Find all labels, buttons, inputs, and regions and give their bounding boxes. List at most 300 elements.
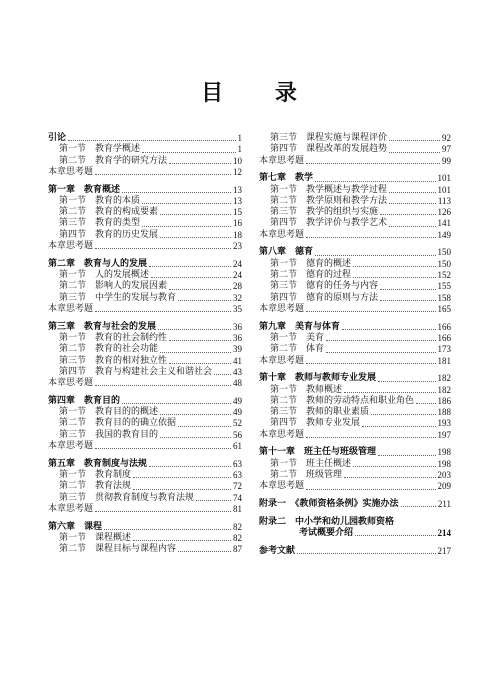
leader-dots	[380, 214, 435, 215]
leader-dots	[326, 352, 435, 353]
toc-chapter-row	[259, 373, 451, 384]
page-number: 1	[237, 144, 242, 155]
toc-summary-row	[259, 356, 451, 367]
section-number: 第四节	[270, 144, 298, 155]
page-number: 43	[233, 366, 242, 377]
toc-summary-row	[48, 378, 242, 389]
toc-section-row	[259, 385, 451, 396]
page-number: 36	[233, 321, 242, 332]
section-number: 第三节	[270, 407, 298, 418]
page-number: 141	[437, 218, 451, 229]
toc-entry-label: 第九章 美育与体育	[259, 321, 341, 332]
page-number: 87	[233, 544, 242, 555]
section-number: 第一节	[59, 144, 87, 155]
leader-dots	[95, 511, 231, 512]
section-number: 第一节	[270, 384, 298, 395]
leader-dots	[297, 553, 435, 554]
leader-dots	[315, 255, 435, 256]
section-title: 教育的构成要素	[95, 207, 159, 218]
toc-summary-row	[48, 167, 242, 178]
section-title: 教学概述与教学过程	[306, 184, 388, 195]
leader-dots	[196, 500, 231, 501]
page-number: 101	[437, 184, 451, 195]
toc-entry-label	[59, 218, 140, 229]
leader-dots	[378, 381, 435, 382]
toc-section-row	[259, 270, 451, 281]
toc-section-row	[259, 259, 451, 270]
toc-entry-label: 本章思考题	[259, 481, 305, 492]
toc-entry-label	[59, 481, 131, 492]
toc-section-row	[48, 144, 242, 155]
toc-entry-label	[270, 196, 387, 207]
section-number: 第二节	[59, 281, 87, 292]
page-number: 198	[437, 458, 451, 469]
leader-dots	[142, 152, 235, 153]
toc-entry-label: 第六章 课程	[48, 521, 103, 532]
section-title: 教育的类型	[95, 218, 141, 229]
section-title: 课程改革的发展趋势	[306, 144, 388, 155]
toc-chapter-row	[259, 322, 451, 333]
leader-dots	[68, 140, 235, 141]
page-number: 198	[437, 447, 451, 458]
toc-entry-label	[59, 230, 158, 241]
leader-dots	[160, 352, 231, 353]
toc-entry-label: 本章思考题	[259, 155, 305, 166]
toc-section-row	[259, 344, 451, 355]
toc-entry-label: 本章思考题	[48, 378, 94, 389]
section-title: 班级管理	[306, 469, 343, 480]
page-number: 193	[437, 418, 451, 429]
leader-dots	[160, 437, 231, 438]
page-number: 72	[233, 481, 242, 492]
toc-entry-label	[270, 185, 387, 196]
page-number: 24	[233, 258, 242, 269]
leader-dots	[104, 529, 231, 530]
toc-entry-label	[59, 281, 167, 292]
leader-dots	[95, 385, 231, 386]
section-title: 美育	[306, 332, 325, 343]
section-number: 第二节	[270, 469, 298, 480]
leader-dots	[95, 311, 231, 312]
leader-dots	[401, 506, 436, 507]
section-title: 教学原则和教学方法	[306, 195, 388, 206]
toc-entry-label	[59, 544, 176, 555]
section-number: 第一节	[59, 407, 87, 418]
toc-section-row	[48, 218, 242, 229]
section-number: 第一节	[59, 469, 87, 480]
section-title: 德育的原则与方法	[306, 292, 379, 303]
toc-section-row	[48, 207, 242, 218]
section-number: 第四节	[270, 292, 298, 303]
section-title: 德育的任务与内容	[306, 281, 379, 292]
toc-entry-label	[59, 470, 131, 481]
page-number: 173	[437, 344, 451, 355]
toc-entry-label	[270, 470, 342, 481]
leader-dots	[306, 437, 435, 438]
section-title: 体育	[306, 344, 325, 355]
section-title: 影响人的发展因素	[95, 281, 168, 292]
leader-dots	[353, 277, 435, 278]
toc-section-row	[48, 481, 242, 492]
toc-section-row	[259, 218, 451, 229]
section-number: 第一节	[59, 195, 87, 206]
toc-chapter-row	[259, 173, 451, 184]
section-title: 教育学的研究方法	[95, 155, 168, 166]
toc-section-row	[48, 470, 242, 481]
toc-entry-label	[270, 270, 351, 281]
toc-entry-label	[59, 367, 212, 378]
section-title: 教学的组织与实施	[306, 207, 379, 218]
toc-entry-label: 本章思考题	[48, 503, 94, 514]
toc-entry-label: 本章思考题	[48, 241, 94, 252]
toc-section-row	[48, 367, 242, 378]
page-number: 182	[437, 373, 451, 384]
toc-entry-label: 第七章 教学	[259, 173, 314, 184]
toc-summary-row	[259, 156, 451, 167]
toc-entry-label	[59, 333, 167, 344]
page-number: 155	[437, 281, 451, 292]
leader-dots	[315, 181, 435, 182]
toc-chapter-row	[259, 447, 451, 458]
leader-dots	[149, 266, 231, 267]
section-number: 第二节	[270, 195, 298, 206]
section-number: 第一节	[270, 332, 298, 343]
page-number: 188	[437, 407, 451, 418]
toc-entry-label	[59, 344, 158, 355]
section-title: 教育与构建社会主义和谐社会	[95, 366, 213, 377]
page-number: 52	[233, 418, 242, 429]
toc-entry-label: 本章思考题	[259, 429, 305, 440]
page-number: 1	[237, 133, 242, 143]
page-number: 35	[233, 303, 242, 314]
page-number: 82	[233, 532, 242, 543]
leader-dots	[306, 311, 435, 312]
page-number: 165	[437, 303, 451, 314]
page-number: 209	[437, 481, 451, 492]
toc-entry-label	[270, 396, 414, 407]
page-number: 149	[437, 229, 451, 240]
toc-summary-row	[48, 304, 242, 315]
leader-dots	[122, 403, 231, 404]
leader-dots	[158, 329, 231, 330]
page-number: 13	[233, 195, 242, 206]
toc-chapter-row	[48, 185, 242, 196]
section-title: 课程概述	[95, 532, 132, 543]
section-number: 第三节	[59, 292, 87, 303]
toc-section-row	[48, 533, 242, 544]
toc-section-row	[48, 418, 242, 429]
toc-entry-label	[59, 293, 176, 304]
toc-entry-label	[270, 333, 324, 344]
toc-summary-row	[259, 430, 451, 441]
toc-entry-label	[59, 418, 176, 429]
page-number: 152	[437, 270, 451, 281]
leader-dots	[95, 174, 231, 175]
toc-entry-label: 第十章 教师与教师专业发展	[259, 373, 377, 384]
toc-chapter-row	[259, 247, 451, 258]
leader-dots	[326, 340, 435, 341]
toc-section-row	[259, 133, 451, 144]
leader-dots	[95, 248, 231, 249]
toc-entry-label	[59, 207, 158, 218]
toc-entry-label: 第一章 教育概述	[48, 184, 121, 195]
section-number: 第二节	[59, 544, 87, 555]
leader-dots	[95, 448, 231, 449]
section-number: 第二节	[270, 344, 298, 355]
toc-entry-label: 附录一 《教师资格条例》实施办法	[259, 498, 399, 509]
section-title: 德育的过程	[306, 270, 352, 281]
section-title: 教育的社会制约性	[95, 332, 168, 343]
leader-dots	[133, 477, 231, 478]
leader-dots	[306, 363, 435, 364]
page-number: 92	[442, 133, 451, 143]
page-number: 113	[437, 195, 451, 206]
leader-dots	[169, 289, 231, 290]
toc-entry-label	[59, 270, 149, 281]
toc-entry-label: 第二章 教育与人的发展	[48, 258, 148, 269]
toc-section-row	[259, 396, 451, 407]
section-number: 第二节	[59, 207, 87, 218]
section-number: 第二节	[59, 155, 87, 166]
leader-dots	[169, 163, 231, 164]
page-number: 82	[233, 521, 242, 532]
toc-subline-row	[259, 528, 451, 539]
toc-entry-label	[270, 344, 324, 355]
page-number: 32	[233, 292, 242, 303]
leader-dots	[160, 414, 231, 415]
leader-dots	[160, 237, 231, 238]
page-number: 39	[233, 344, 242, 355]
toc-entry-label	[270, 207, 378, 218]
leader-dots	[353, 266, 435, 267]
section-number: 第二节	[270, 395, 298, 406]
leader-dots	[169, 363, 231, 364]
toc-right-column	[259, 133, 451, 557]
section-number: 第三节	[59, 218, 87, 229]
toc-entry-label: 本章思考题	[48, 440, 94, 451]
leader-dots	[371, 414, 435, 415]
section-title: 中学生的发展与教育	[95, 292, 177, 303]
page-number: 18	[233, 229, 242, 240]
section-title: 教育法规	[95, 481, 132, 492]
toc-summary-row	[48, 504, 242, 515]
page-number: 197	[437, 429, 451, 440]
toc-section-row	[259, 293, 451, 304]
leader-dots	[344, 477, 435, 478]
toc-entry-label	[59, 493, 194, 504]
toc-entry-label	[270, 281, 378, 292]
leader-dots	[214, 374, 231, 375]
toc-section-row	[259, 144, 451, 155]
toc-entry-label	[59, 430, 158, 441]
section-number: 第三节	[59, 429, 87, 440]
toc-entry-label	[270, 385, 342, 396]
page-number: 126	[437, 207, 451, 218]
toc-entry-label	[59, 533, 131, 544]
section-title: 教师概述	[306, 384, 343, 395]
toc-entry-label	[59, 156, 167, 167]
toc-section-row	[48, 333, 242, 344]
section-title: 教育目的的概述	[95, 407, 159, 418]
leader-dots	[355, 535, 435, 536]
leader-dots	[142, 226, 231, 227]
page-number: 56	[233, 429, 242, 440]
leader-dots	[389, 192, 435, 193]
section-number: 第一节	[270, 184, 298, 195]
section-title: 教育制度	[95, 469, 132, 480]
toc-section-row	[259, 418, 451, 429]
page-number: 24	[233, 270, 242, 281]
section-title: 我国的教育目的	[95, 429, 159, 440]
toc-entry-label: 第八章 德育	[259, 247, 314, 258]
leader-dots	[306, 163, 440, 164]
toc-entry-label: 本章思考题	[259, 355, 305, 366]
section-title: 课程目标与课程内容	[95, 544, 177, 555]
page-number: 49	[233, 407, 242, 418]
toc-summary-row	[48, 241, 242, 252]
leader-dots	[362, 426, 435, 427]
section-title: 教师的职业素质	[306, 407, 370, 418]
section-number: 第三节	[270, 281, 298, 292]
section-title: 教学评价与教学艺术	[306, 218, 388, 229]
leader-dots	[149, 466, 231, 467]
page-number: 166	[437, 321, 451, 332]
toc-entry-label: 第十一章 班主任与班级管理	[259, 447, 377, 458]
toc-section-row	[48, 356, 242, 367]
page-number: 166	[437, 332, 451, 343]
section-title: 教育的本质	[95, 195, 141, 206]
section-number: 第一节	[59, 332, 87, 343]
section-number: 第三节	[59, 355, 87, 366]
leader-dots	[416, 403, 435, 404]
toc-entry-label	[59, 196, 140, 207]
toc-section-row	[48, 281, 242, 292]
toc-entry-label: 附录二 中小学和幼儿园教师资格	[259, 516, 395, 527]
section-title: 教育的历史发展	[95, 229, 159, 240]
toc-section-row	[259, 459, 451, 470]
leader-dots	[306, 237, 435, 238]
page-number: 101	[437, 173, 451, 184]
page-number: 186	[437, 395, 451, 406]
leader-dots	[133, 489, 231, 490]
toc-chapter-row	[259, 499, 451, 510]
toc-section-row	[259, 207, 451, 218]
toc-chapter-row	[48, 322, 242, 333]
toc-section-row	[48, 493, 242, 504]
leader-dots	[389, 152, 440, 153]
toc-summary-row	[259, 304, 451, 315]
toc-entry-label	[270, 293, 378, 304]
toc-entry-label: 本章思考题	[48, 166, 94, 177]
leader-dots	[133, 540, 231, 541]
page-number: 48	[233, 378, 242, 389]
page-number: 41	[233, 355, 242, 366]
leader-dots	[344, 392, 435, 393]
leader-dots	[142, 203, 231, 204]
toc-entry-label	[270, 218, 387, 229]
page-number: 182	[437, 384, 451, 395]
section-number: 第四节	[270, 418, 298, 429]
toc-entry-label: 本章思考题	[48, 303, 94, 314]
toc-entry-label: 引论	[48, 133, 67, 143]
toc-entry-label	[59, 407, 158, 418]
leader-dots	[389, 203, 436, 204]
page-number: 99	[442, 155, 451, 166]
toc-chapter-row	[48, 259, 242, 270]
page-number: 63	[233, 458, 242, 469]
toc-summary-row	[259, 230, 451, 241]
leader-dots	[378, 455, 435, 456]
page-number: 16	[233, 218, 242, 229]
leader-dots	[353, 466, 435, 467]
page-number: 214	[437, 527, 451, 538]
toc-section-row	[48, 156, 242, 167]
toc-section-row	[48, 196, 242, 207]
toc-section-row	[48, 430, 242, 441]
section-title: 班主任概述	[306, 458, 352, 469]
section-title: 教师专业发展	[306, 418, 361, 429]
section-title: 贯彻教育制度与教育法规	[95, 492, 195, 503]
leader-dots	[169, 340, 231, 341]
section-number: 第二节	[270, 270, 298, 281]
toc-entry-label: 第五章 教育制度与法规	[48, 458, 148, 469]
toc-entry-label: 第三章 教育与社会的发展	[48, 321, 157, 332]
leader-dots	[178, 300, 231, 301]
page-number: 10	[233, 155, 242, 166]
toc-section-row	[48, 344, 242, 355]
section-number: 第一节	[270, 458, 298, 469]
section-number: 第三节	[59, 492, 87, 503]
page-number: 150	[437, 247, 451, 258]
toc-section-row	[48, 293, 242, 304]
toc-section-row	[259, 407, 451, 418]
toc-section-row	[259, 281, 451, 292]
page-number: 23	[233, 241, 242, 252]
toc-entry-label: 考试概要介绍	[299, 527, 354, 538]
toc-entry-label: 本章思考题	[259, 303, 305, 314]
section-number: 第四节	[59, 229, 87, 240]
page-number: 13	[233, 184, 242, 195]
leader-dots	[380, 300, 435, 301]
leader-dots	[306, 489, 435, 490]
leader-dots	[160, 214, 231, 215]
leader-dots	[178, 426, 231, 427]
toc-entry-label	[59, 356, 167, 367]
section-title: 人的发展概述	[95, 270, 150, 281]
toc-entry-label	[270, 407, 369, 418]
toc-entry-label	[270, 144, 387, 155]
page-number: 49	[233, 395, 242, 406]
toc-section-row	[48, 544, 242, 555]
toc-chapter-row	[48, 133, 242, 144]
toc-section-row	[259, 333, 451, 344]
toc-section-row	[259, 196, 451, 207]
leader-dots	[389, 226, 435, 227]
toc-section-row	[48, 230, 242, 241]
page-number: 97	[442, 144, 451, 155]
section-title: 教育的相对独立性	[95, 355, 168, 366]
section-number: 第四节	[270, 218, 298, 229]
section-title: 德育的概述	[306, 258, 352, 269]
toc-chapter-row	[48, 396, 242, 407]
section-number: 第一节	[59, 270, 87, 281]
toc-chapter-row	[48, 522, 242, 533]
page-number: 36	[233, 332, 242, 343]
section-number: 第三节	[270, 207, 298, 218]
section-number: 第一节	[59, 532, 87, 543]
leader-dots	[178, 551, 231, 552]
toc-entry-label	[270, 259, 351, 270]
